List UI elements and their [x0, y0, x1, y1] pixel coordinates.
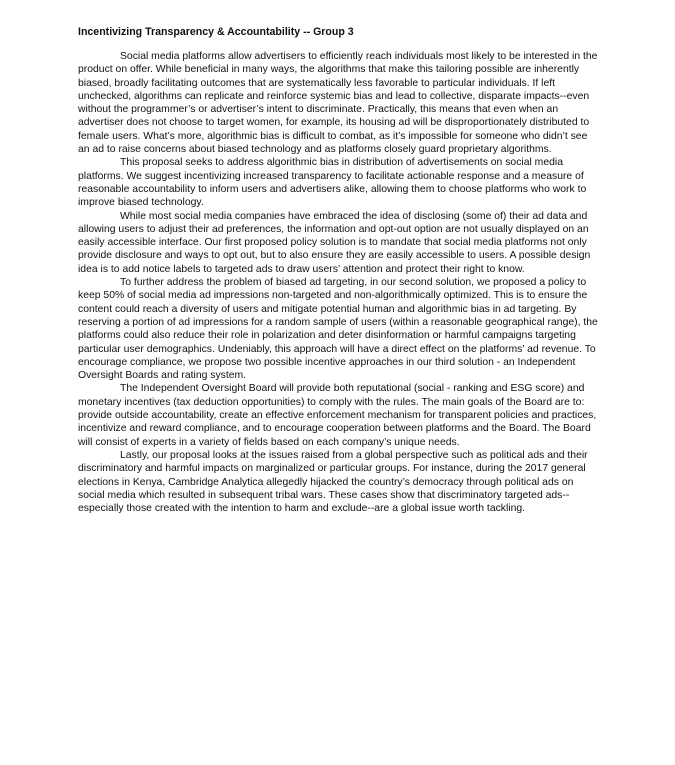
document-page — [78, 26, 598, 515]
paragraph-proposal: This proposal seeks to address algorithmic bias in distribution of advertisements on social media platforms. We suggest incentivizing increased transparency to facilitate actionable response and a measure of reasonable accountability to inform users and advertisers alike, allowing them to choose platforms who work to improve biased technology. — [78, 157, 587, 209]
paragraph-first-solution: While most social media companies have embraced the idea of disclosing (some of) their ad data and allowing users to adjust their ad preferences, the information and opt-out option are not usually displayed on an easily accessible interface. Our first proposed policy solution is to mandate that social media platforms not only provide disclosure and ways to opt out, but to also ensure they are easily accessible to users. A possible design idea is to add notice labels to targeted ads to draw users’ attention and protect their right to know. — [78, 210, 591, 275]
paragraph-second-solution: To further address the problem of biased ad targeting, in our second solution, we proposed a policy to keep 50% of social media ad impressions non-targeted and non-algorithmically optimized. This is to ensure the content could reach a diversity of users and mitigate potential human and algorithmic bias in ad targeting. By reserving a portion of ad impressions for a random sample of users (within a reasonable geographical range), the platforms could also reduce their role in polarization and deter disinformation or harmful campaigns targeting particular user demographics. Undeniably, this approach will have a direct effect on the platforms’ ad revenue. To encourage compliance, we propose two possible incentive approaches in our third solution - an Independent Oversight Boards and rating system. — [78, 277, 598, 382]
paragraph-oversight-board: The Independent Oversight Board will provide both reputational (social - ranking and ESG score) and monetary incentives (tax deduction opportunities) to comply with the rules. The main goals of the Board are to: provide outside accountability, create an effective enforcement mechanism for transparent policies and practices, incentivize and reward compliance, and to encourage cooperation between platforms and the Board. The Board will consist of experts in a variety of fields based on each company’s unique needs. — [78, 383, 597, 448]
document-title: Incentivizing Transparency & Accountability -- Group 3 — [78, 26, 354, 38]
paragraph-intro: Social media platforms allow advertisers to efficiently reach individuals most likely to be interested in the product on offer. While beneficial in many ways, the algorithms that make this tailoring possible are inherently biased, broadly facilitating outcomes that are systematically less favorable to particular individuals. If left unchecked, algorithms can replicate and reinforce systemic bias and lead to collective, disparate impacts--even without the programmer’s or advertiser’s intent to discriminate. Practically, this means that even when an advertiser does not choose to target women, for example, its housing ad will be disproportionately distributed to female users. What’s more, algorithmic bias is difficult to combat, as it’s impossible for someone who didn’t see an ad to raise concerns about biased technology and as platforms closely guard proprietary algorithms. — [78, 51, 598, 156]
paragraph-global-perspective: Lastly, our proposal looks at the issues raised from a global perspective such as political ads and their discriminatory and harmful impacts on marginalized or particular groups. For instance, during the 2017 general elections in Kenya, Cambridge Analytica allegedly hijacked the country’s democracy through political ads on social media which resulted in subsequent tribal wars. These cases show that discriminatory targeted ads--especially those created with the intention to harm and exclude--are a global issue worth tackling. — [78, 449, 588, 515]
